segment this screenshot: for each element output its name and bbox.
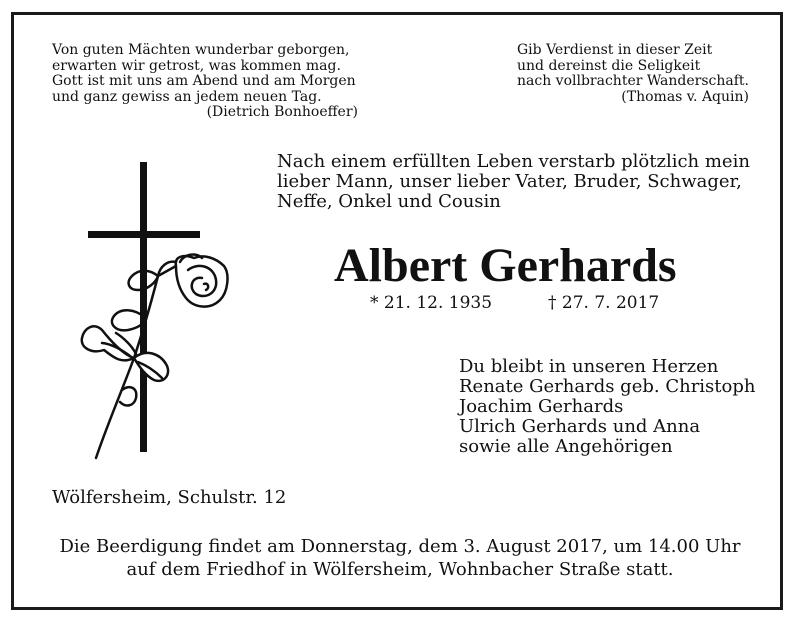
- deceased-name: Albert Gerhards: [334, 239, 677, 292]
- funeral-line: Die Beerdigung findet am Donnerstag, dem 3. August 2017, um 14.00 Uhr: [59, 536, 741, 557]
- quote-author: (Dietrich Bonhoeffer): [206, 104, 358, 121]
- intro-line: lieber Mann, unser lieber Vater, Bruder, Schwager,: [277, 171, 742, 192]
- mourners-line: Du bleibt in unseren Herzen: [459, 356, 719, 377]
- quote-line: Gott ist mit uns am Abend und am Morgen: [52, 73, 356, 90]
- intro-text: [277, 152, 752, 212]
- intro-line: Neffe, Onkel und Cousin: [277, 191, 501, 212]
- quote-line: und ganz gewiss an jedem neuen Tag.: [52, 88, 322, 105]
- quote-line: erwarten wir getrost, was kommen mag.: [52, 57, 341, 74]
- intro-line: Nach einem erfüllten Leben verstarb plötzlich mein: [277, 151, 750, 172]
- cross-icon: [88, 162, 200, 452]
- quote-line: und dereinst die Seligkeit: [517, 57, 701, 74]
- mourners-line: Joachim Gerhards: [459, 396, 624, 417]
- rose-icon: [82, 255, 228, 458]
- quote-author: (Thomas v. Aquin): [621, 88, 749, 105]
- funeral-info: [0, 535, 800, 581]
- birth-date: * 21. 12. 1935: [370, 293, 493, 313]
- quote-line: nach vollbrachter Wanderschaft.: [517, 73, 749, 90]
- mourners-line: Ulrich Gerhards und Anna: [459, 416, 701, 437]
- cross-rose-emblem: [76, 158, 246, 468]
- quote-aquin: [517, 43, 749, 105]
- mourners-line: sowie alle Angehörigen: [459, 436, 673, 457]
- quote-line: Von guten Mächten wunderbar geborgen,: [52, 42, 350, 58]
- funeral-line: auf dem Friedhof in Wölfersheim, Wohnbacher Straße statt.: [126, 559, 674, 580]
- mourners-list: [459, 357, 755, 457]
- quote-bonhoeffer: [52, 43, 358, 121]
- quote-line: Gib Verdienst in dieser Zeit: [517, 42, 713, 58]
- mourners-line: Renate Gerhards geb. Christoph: [459, 376, 756, 397]
- family-address: Wölfersheim, Schulstr. 12: [52, 487, 287, 508]
- death-date: † 27. 7. 2017: [548, 293, 660, 313]
